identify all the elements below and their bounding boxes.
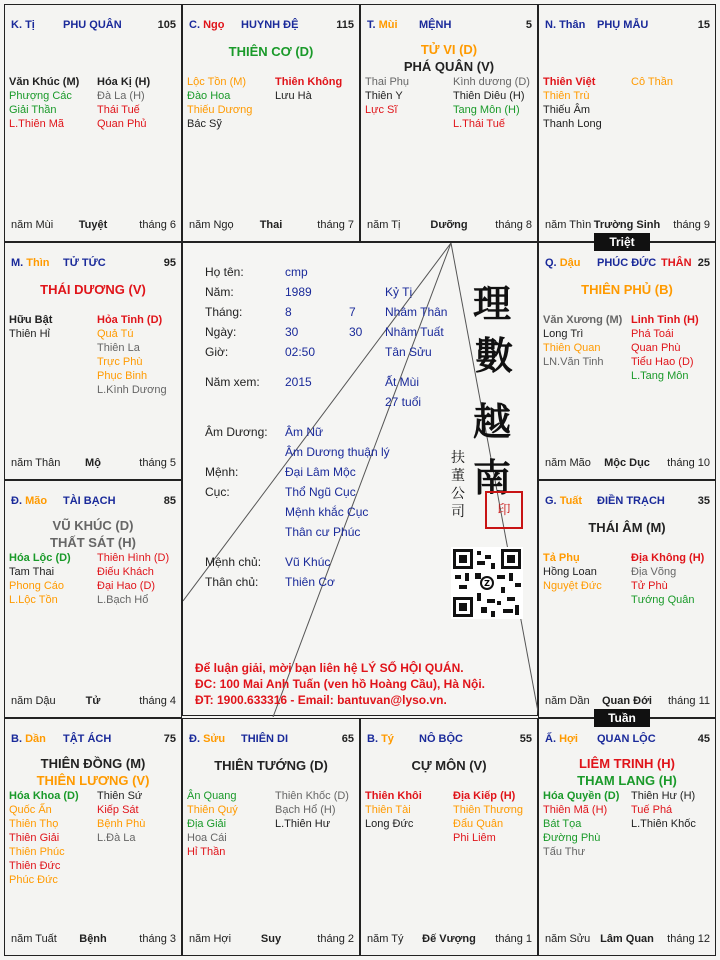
branch-name: Tý <box>381 733 394 745</box>
minor-star[interactable]: Thiên Thọ <box>9 818 59 830</box>
month-label: Tháng: <box>205 305 243 319</box>
palace-decade-number: 95 <box>163 257 176 269</box>
month-label: tháng 7 <box>317 219 354 231</box>
branch-prefix: M. <box>11 257 24 269</box>
red-seal-stamp: 印 <box>485 491 523 529</box>
branch-name: Thân <box>559 19 586 31</box>
palace-branch <box>367 19 398 31</box>
cuc-label: Cục: <box>205 485 230 499</box>
year-label: năm Mùi <box>11 219 54 231</box>
minor-star[interactable]: Đẩu Quân <box>453 818 504 830</box>
palace-name: PHÚC ĐỨC <box>597 257 657 269</box>
minor-star[interactable]: Địa Võng <box>631 566 677 578</box>
year-label: năm Tý <box>367 933 404 945</box>
year-label: năm Ngọ <box>189 219 234 231</box>
year-label: năm Thìn <box>545 219 592 231</box>
branch-prefix: N. <box>545 19 556 31</box>
menh-chu-label: Mệnh chủ: <box>205 555 262 569</box>
palace-tuat[interactable] <box>538 480 716 718</box>
branch-prefix: Đ. <box>189 733 200 745</box>
minor-star[interactable]: Linh Tinh (H) <box>631 314 699 326</box>
life-stage: Đế Vượng <box>422 933 476 945</box>
minor-star[interactable]: Long Trì <box>543 328 584 340</box>
palace-branch <box>11 257 50 269</box>
am-duong-note: Âm Dương thuận lý <box>285 445 390 459</box>
minor-star[interactable]: Lộc Tồn (M) <box>187 76 247 88</box>
branch-name: Mùi <box>378 19 398 31</box>
minor-stars-left <box>9 789 79 887</box>
qr-code[interactable] <box>451 547 523 619</box>
month-label: tháng 12 <box>667 933 710 945</box>
minor-star[interactable]: Đào Hoa <box>187 90 231 102</box>
name-label: Họ tên: <box>205 265 244 279</box>
palace-decade-number: 45 <box>697 733 710 745</box>
minor-star[interactable]: Tiểu Hao (D) <box>631 356 694 368</box>
minor-star[interactable]: Quan Phù <box>631 342 681 354</box>
palace-name: TẬT ÁCH <box>63 733 112 745</box>
minor-stars-right <box>97 551 169 607</box>
minor-star[interactable]: Văn Khúc (M) <box>9 76 80 88</box>
company-seal-text: 扶董公司 <box>451 450 465 520</box>
year-label: năm Hợi <box>189 933 232 945</box>
main-star[interactable]: THIÊN ĐỒNG (M) <box>40 756 146 771</box>
than-chu-label: Thân chủ: <box>205 575 259 589</box>
minor-stars-left <box>9 313 52 341</box>
than-chu-value: Thiên Cơ <box>285 575 335 589</box>
branch-prefix: C. <box>189 19 200 31</box>
month-label: tháng 9 <box>673 219 710 231</box>
year-label: năm Mão <box>545 457 591 469</box>
minor-star[interactable]: L.Thái Tuế <box>453 118 505 130</box>
palace-name: NÔ BỘC <box>419 733 463 745</box>
minor-star[interactable]: Kiếp Sát <box>97 804 139 816</box>
minor-star[interactable]: Quan Phủ <box>97 118 147 130</box>
month-label: tháng 2 <box>317 933 354 945</box>
palace-branch <box>11 19 35 31</box>
minor-stars-left <box>543 551 602 593</box>
main-star[interactable]: THAM LANG (H) <box>577 773 677 788</box>
hour-value: 02:50 <box>285 345 316 359</box>
life-stage: Mộ <box>85 457 101 469</box>
view-year-can: Ất Mùi <box>385 375 420 389</box>
minor-stars-right <box>275 789 349 831</box>
branch-name: Hợi <box>559 733 578 745</box>
branch-prefix: Q. <box>545 257 557 269</box>
minor-star[interactable]: Bác Sỹ <box>187 118 222 130</box>
branch-name: Thìn <box>26 257 50 269</box>
main-star[interactable]: PHÁ QUÂN (V) <box>403 59 495 74</box>
minor-star[interactable]: Tuế Phá <box>631 804 673 816</box>
minor-star[interactable]: Hữu Bật <box>9 314 53 326</box>
life-stage: Suy <box>260 933 282 945</box>
minor-star[interactable]: Địa Giải <box>187 818 227 830</box>
minor-star[interactable]: Đại Hao (D) <box>97 580 156 592</box>
year-label: năm Tị <box>367 219 401 231</box>
minor-star[interactable]: L.Đà La <box>97 832 136 844</box>
day-can: Nhâm Tuất <box>385 325 444 339</box>
minor-stars-right <box>97 313 167 397</box>
palace-name: HUYNH ĐỆ <box>241 19 299 31</box>
menh-value: Đại Lâm Mộc <box>285 465 356 479</box>
minor-star[interactable]: Tấu Thư <box>543 846 586 858</box>
minor-stars-left <box>365 75 409 117</box>
minor-star[interactable]: Phục Binh <box>97 370 148 382</box>
palace-dan[interactable] <box>4 718 182 956</box>
palace-dau[interactable] <box>538 242 716 480</box>
branch-prefix: Ấ. <box>545 733 556 745</box>
minor-stars-right <box>631 75 673 89</box>
palace-decade-number: 105 <box>157 19 176 31</box>
minor-star[interactable]: Long Đức <box>365 818 414 830</box>
minor-star[interactable]: Thiên Thương <box>453 804 524 816</box>
minor-stars-right <box>631 313 699 383</box>
palace-ti[interactable] <box>4 4 182 242</box>
palace-decade-number: 115 <box>336 19 354 31</box>
life-stage: Dưỡng <box>430 219 468 231</box>
contact-phone-email[interactable]: ĐT: 1900.633316 - Email: bantuvan@lyso.vn. <box>195 693 447 707</box>
minor-star[interactable]: Thiên Trù <box>543 90 590 102</box>
minor-star[interactable]: Thiên La <box>97 342 140 354</box>
minor-stars-left <box>9 75 79 131</box>
minor-star[interactable]: Thiên Quan <box>543 342 601 354</box>
minor-star[interactable]: Tả Phụ <box>543 552 580 564</box>
main-star[interactable]: CỰ MÔN (V) <box>411 758 487 773</box>
minor-star[interactable]: Văn Xương (M) <box>543 314 623 326</box>
view-year-value: 2015 <box>285 375 312 389</box>
branch-name: Tuất <box>559 495 583 507</box>
minor-star[interactable]: Bạch Hổ (H) <box>275 804 336 816</box>
palace-decade-number: 65 <box>341 733 354 745</box>
palace-name: PHỤ MẪU <box>597 19 649 31</box>
branch-name: Dần <box>25 733 46 745</box>
month-can: Nhâm Thân <box>385 305 448 319</box>
palace-branch <box>189 19 224 31</box>
main-star[interactable]: THẤT SÁT (H) <box>50 535 136 550</box>
palace-mao[interactable] <box>4 480 182 718</box>
minor-star[interactable]: Thai Phụ <box>365 76 410 88</box>
palace-branch <box>545 495 582 507</box>
minor-stars-left <box>543 789 619 859</box>
year-can: Kỷ Tị <box>385 285 413 299</box>
year-label: năm Sửu <box>545 933 591 945</box>
minor-star[interactable]: Trực Phù <box>97 356 143 368</box>
view-year-label: Năm xem: <box>205 375 260 389</box>
minor-star[interactable]: Thiên Phúc <box>9 846 65 858</box>
branch-prefix: B. <box>367 733 378 745</box>
contact-address: ĐC: 100 Mai Anh Tuấn (ven hồ Hoàng Cầu), Hà Nội. <box>195 677 486 691</box>
day-lunar: 30 <box>349 325 363 339</box>
day-label: Ngày: <box>205 325 237 339</box>
palace-hoi[interactable] <box>538 718 716 956</box>
life-stage: Bệnh <box>79 933 107 945</box>
main-star[interactable]: TỬ VI (D) <box>420 42 478 57</box>
minor-star[interactable]: Thanh Long <box>543 118 602 130</box>
minor-star[interactable]: Ân Quang <box>187 790 237 802</box>
minor-star[interactable]: Thiên Sứ <box>97 790 143 802</box>
palace-name: ĐIỀN TRẠCH <box>597 495 665 507</box>
minor-star[interactable]: Thiên Giải <box>9 832 60 844</box>
am-duong-label: Âm Dương: <box>205 425 268 439</box>
minor-star[interactable]: Đà La (H) <box>97 90 145 102</box>
minor-star[interactable]: Thiên Khôi <box>365 790 422 802</box>
minor-star[interactable]: Thiên Hình (D) <box>97 552 170 564</box>
minor-star[interactable]: Thiên Y <box>365 90 403 102</box>
month-label: tháng 11 <box>667 695 710 707</box>
branch-prefix: K. <box>11 19 22 31</box>
minor-star[interactable]: Thiếu Âm <box>543 104 591 116</box>
month-solar: 8 <box>285 305 292 319</box>
palace-name: TÀI BẠCH <box>63 495 116 507</box>
minor-star[interactable]: LN.Văn Tinh <box>543 356 604 368</box>
tuan-marker: Tuần <box>594 709 650 727</box>
minor-star[interactable]: L.Thiên Mã <box>9 118 65 130</box>
main-star[interactable]: THIÊN CƠ (D) <box>228 44 314 59</box>
day-solar: 30 <box>285 325 299 339</box>
minor-star[interactable]: Phá Toái <box>631 328 674 340</box>
minor-star[interactable]: Tam Thai <box>9 566 55 578</box>
palace-name: QUAN LỘC <box>597 733 656 745</box>
minor-star[interactable]: Nguyệt Đức <box>543 580 602 592</box>
minor-star[interactable]: Địa Kiếp (H) <box>453 790 516 802</box>
palace-name: TỬ TỨC <box>63 257 106 269</box>
minor-stars-left <box>543 75 602 131</box>
life-stage: Lâm Quan <box>600 933 654 945</box>
minor-star[interactable]: Tang Môn (H) <box>453 104 520 116</box>
menh-label: Mệnh: <box>205 465 239 479</box>
branch-prefix: T. <box>367 19 376 31</box>
minor-star[interactable]: Kình dương (D) <box>453 76 530 88</box>
minor-star[interactable]: Tướng Quân <box>631 594 695 606</box>
palace-decade-number: 25 <box>697 257 710 269</box>
minor-star[interactable]: Địa Không (H) <box>631 552 705 564</box>
minor-stars-right <box>453 789 523 845</box>
minor-star[interactable]: Hóa Lộc (D) <box>9 552 71 564</box>
life-stage: Tuyệt <box>78 219 108 231</box>
age-value: 27 tuổi <box>385 395 422 409</box>
minor-star[interactable]: Thiên Đức <box>9 860 61 872</box>
minor-star[interactable]: Lưu Hà <box>275 90 312 102</box>
palace-branch <box>545 733 578 745</box>
palace-decade-number: 55 <box>519 733 532 745</box>
minor-star[interactable]: Cô Thần <box>631 76 673 88</box>
minor-star[interactable]: L.Kình Dương <box>97 384 167 396</box>
palace-thin[interactable] <box>4 242 182 480</box>
cuc-note: Mệnh khắc Cục <box>285 505 369 519</box>
life-stage: Tử <box>85 695 101 707</box>
minor-star[interactable]: Hóa Quyền (D) <box>543 790 620 802</box>
than-marker: THÂN <box>661 257 692 269</box>
triet-marker: Triệt <box>594 233 650 251</box>
year-label: Năm: <box>205 285 234 299</box>
palace-branch <box>545 257 580 269</box>
month-label: tháng 8 <box>495 219 532 231</box>
minor-star[interactable]: L.Thiên Khốc <box>631 818 696 830</box>
month-label: tháng 5 <box>139 457 176 469</box>
calligraphy-char-4: 南 <box>473 455 512 500</box>
minor-star[interactable]: Thiên Hư (H) <box>631 790 696 802</box>
name-value: cmp <box>285 265 308 279</box>
minor-star[interactable]: Hỏa Tinh (D) <box>97 314 163 326</box>
life-stage: Quan Đới <box>602 695 652 707</box>
than-cu-note: Thân cư Phúc <box>285 525 361 539</box>
year-label: năm Thân <box>11 457 61 469</box>
minor-star[interactable]: Thái Tuế <box>97 104 140 116</box>
palace-mui[interactable] <box>360 4 538 242</box>
menh-chu-value: Vũ Khúc <box>285 555 331 569</box>
minor-star[interactable]: Đường Phù <box>543 832 601 844</box>
palace-branch <box>545 19 585 31</box>
minor-star[interactable]: Thiên Quý <box>187 804 238 816</box>
minor-star[interactable]: L.Bạch Hổ <box>97 594 149 606</box>
palace-decade-number: 85 <box>163 495 176 507</box>
minor-star[interactable]: Bát Tọa <box>543 818 582 830</box>
minor-stars-left <box>543 313 622 369</box>
palace-decade-number: 15 <box>697 19 710 31</box>
hour-can: Tân Sửu <box>385 345 432 359</box>
palace-branch <box>367 733 394 745</box>
branch-name: Tị <box>25 19 35 31</box>
minor-star[interactable]: Quả Tú <box>97 328 134 340</box>
minor-star[interactable]: Thiên Việt <box>543 76 596 88</box>
minor-stars-left <box>187 75 252 131</box>
minor-star[interactable]: Giải Thần <box>9 104 57 116</box>
minor-stars-right <box>631 789 696 831</box>
life-stage: Thai <box>259 219 283 231</box>
palace-decade-number: 75 <box>163 733 176 745</box>
minor-stars-right <box>453 75 530 131</box>
contact-line-1: Để luận giải, mời bạn liên hệ LÝ SỐ HỘI QUÁN. <box>195 661 464 675</box>
minor-star[interactable]: Thiếu Dương <box>187 104 253 116</box>
minor-star[interactable]: Thiên Diêu (H) <box>453 90 525 102</box>
minor-star[interactable]: L.Thiên Hư <box>275 818 331 830</box>
minor-stars-right <box>97 789 145 845</box>
year-value: 1989 <box>285 285 312 299</box>
branch-prefix: B. <box>11 733 22 745</box>
minor-star[interactable]: Lực Sĩ <box>365 104 398 116</box>
am-duong-value: Âm Nữ <box>285 425 324 439</box>
minor-star[interactable]: Hoa Cái <box>187 832 227 844</box>
palace-suu[interactable] <box>182 718 360 956</box>
year-label: năm Dậu <box>11 695 56 707</box>
minor-star[interactable]: Thiên Hỉ <box>9 328 50 340</box>
life-stage: Trường Sinh <box>593 219 661 231</box>
minor-stars-left <box>187 789 238 859</box>
main-star[interactable]: VŨ KHÚC (D) <box>52 518 134 533</box>
minor-star[interactable]: Hồng Loan <box>543 566 597 578</box>
life-stage: Mộc Dục <box>604 457 650 469</box>
minor-stars-left <box>365 789 422 831</box>
palace-decade-number: 35 <box>697 495 710 507</box>
minor-stars-right <box>275 75 342 103</box>
minor-star[interactable]: Phong Cáo <box>9 580 65 592</box>
minor-star[interactable]: Tử Phù <box>631 580 668 592</box>
cuc-value: Thổ Ngũ Cục <box>285 485 356 499</box>
minor-star[interactable]: Phượng Các <box>9 90 72 102</box>
palace-branch <box>189 733 225 745</box>
palace-branch <box>11 495 47 507</box>
minor-star[interactable]: Thiên Khốc (D) <box>275 790 349 802</box>
hour-label: Giờ: <box>205 345 229 359</box>
palace-ty[interactable] <box>360 718 538 956</box>
branch-prefix: Đ. <box>11 495 22 507</box>
calligraphy-char-2: 數 <box>475 333 514 378</box>
minor-star[interactable]: L.Tang Môn <box>631 370 689 382</box>
minor-stars-right <box>631 551 704 607</box>
branch-prefix: G. <box>545 495 557 507</box>
minor-star[interactable]: L.Lộc Tồn <box>9 594 58 606</box>
minor-star[interactable]: Điếu Khách <box>97 566 154 578</box>
main-star[interactable]: THÁI DƯƠNG (V) <box>40 282 146 297</box>
branch-name: Dậu <box>559 257 581 269</box>
palace-than[interactable] <box>538 4 716 242</box>
svg-text:Z: Z <box>484 579 490 588</box>
minor-star[interactable]: Phúc Đức <box>9 874 58 886</box>
minor-star[interactable]: Phi Liêm <box>453 832 496 844</box>
main-star[interactable]: THÁI ÂM (M) <box>588 520 666 535</box>
year-label: năm Dần <box>545 695 590 707</box>
minor-stars-right <box>97 75 150 131</box>
month-lunar: 7 <box>349 305 356 319</box>
month-label: tháng 4 <box>139 695 176 707</box>
year-label: năm Tuất <box>11 933 57 945</box>
center-info-panel <box>182 242 538 716</box>
main-star[interactable]: THIÊN LƯƠNG (V) <box>36 773 150 788</box>
minor-star[interactable]: Bệnh Phù <box>97 818 146 830</box>
branch-name: Ngọ <box>203 19 225 31</box>
minor-star[interactable]: Thiên Không <box>275 76 343 88</box>
main-star[interactable]: LIÊM TRINH (H) <box>578 756 676 771</box>
branch-name: Sửu <box>203 733 226 745</box>
palace-name: MỆNH <box>419 19 452 31</box>
minor-star[interactable]: Hỉ Thần <box>187 846 226 858</box>
month-label: tháng 6 <box>139 219 176 231</box>
main-star[interactable]: THIÊN PHỦ (B) <box>581 282 673 297</box>
branch-name: Mão <box>25 495 48 507</box>
calligraphy-char-3: 越 <box>473 399 512 444</box>
minor-stars-left <box>9 551 71 607</box>
calligraphy-char-1: 理 <box>473 281 512 326</box>
minor-star[interactable]: Thiên Mã (H) <box>543 804 608 816</box>
month-label: tháng 1 <box>495 933 532 945</box>
minor-star[interactable]: Hóa Kị (H) <box>97 76 151 88</box>
palace-name: THIÊN DI <box>241 733 289 745</box>
main-star[interactable]: THIÊN TƯỚNG (D) <box>214 758 328 773</box>
palace-name: PHU QUÂN <box>63 19 122 31</box>
minor-star[interactable]: Thiên Tài <box>365 804 411 816</box>
minor-star[interactable]: Quốc Ấn <box>9 804 52 816</box>
month-label: tháng 3 <box>139 933 176 945</box>
palace-decade-number: 5 <box>525 19 532 31</box>
month-label: tháng 10 <box>667 457 710 469</box>
palace-ngo[interactable] <box>182 4 360 242</box>
palace-branch <box>11 733 46 745</box>
minor-star[interactable]: Hóa Khoa (D) <box>9 790 79 802</box>
